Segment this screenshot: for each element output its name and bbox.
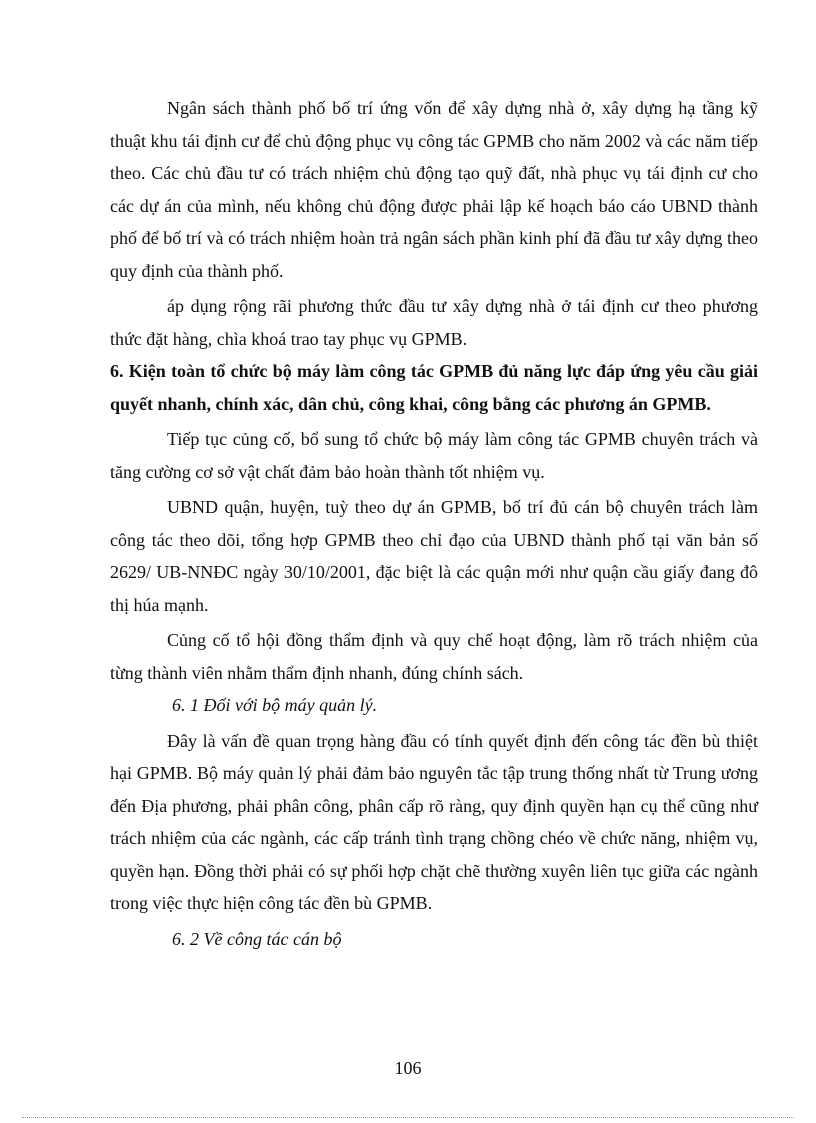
page-bottom-divider bbox=[22, 1117, 794, 1118]
paragraph-appraisal-council: Củng cố tổ hội đồng thẩm định và quy chế hoạt động, làm rõ trách nhiệm của từng thành viên nhằm thẩm định nhanh, đúng chính sách. bbox=[110, 630, 758, 683]
paragraph-district-staff: UBND quận, huyện, tuỳ theo dự án GPMB, bố trí đủ cán bộ chuyên trách làm công tác theo dõi, tổng hợp GPMB theo chỉ đạo của UBND thành phố tại văn bản số 2629/ UB-NNĐC ngày 30/10/2001, đặc biệt là các quận mới như quận cầu giấy đang đô thị húa mạnh. bbox=[110, 497, 758, 615]
subheading-6-1: 6. 1 Đối với bộ máy quản lý. bbox=[172, 695, 378, 715]
paragraph-order-method: áp dụng rộng rãi phương thức đầu tư xây dựng nhà ở tái định cư theo phương thức đặt hàng, chìa khoá trao tay phục vụ GPMB. bbox=[110, 296, 758, 349]
paragraph-budget: Ngân sách thành phố bố trí ứng vốn để xây dựng nhà ở, xây dựng hạ tầng kỹ thuật khu tái định cư để chủ động phục vụ công tác GPMB cho năm 2002 và các năm tiếp theo. Các chủ đầu tư có trách nhiệm chủ động tạo quỹ đất, nhà phục vụ tái định cư cho các dự án của mình, nếu không chủ động được phải lập kế hoạch báo cáo UBND thành phố để bố trí và có trách nhiệm hoàn trả ngân sách phần kinh phí đã đầu tư xây dựng theo quy định của thành phố. bbox=[110, 98, 758, 281]
page-number: 106 bbox=[394, 1058, 422, 1078]
paragraph-management: Đây là vấn đề quan trọng hàng đầu có tính quyết định đến công tác đền bù thiệt hại GPMB. Bộ máy quản lý phải đảm bảo nguyên tắc tập trung thống nhất từ Trung ương đến Địa phương, phải phân công, phân cấp rõ ràng, quy định quyền hạn cụ thể cũng như trách nhiệm của các ngành, các cấp tránh tình trạng chồng chéo về chức năng, nhiệm vụ, quyền hạn. Đồng thời phải có sự phối hợp chặt chẽ thường xuyên liên tục giữa các ngành trong việc thực hiện công tác đền bù GPMB. bbox=[110, 730, 758, 913]
page-body bbox=[110, 92, 758, 955]
paragraph-consolidate: Tiếp tục củng cố, bổ sung tổ chức bộ máy làm công tác GPMB chuyên trách và tăng cường cơ sở vật chất đảm bảo hoàn thành tốt nhiệm vụ. bbox=[110, 429, 758, 482]
subheading-6-2: 6. 2 Về công tác cán bộ bbox=[172, 928, 342, 949]
section-heading-6: 6. Kiện toàn tổ chức bộ máy làm công tác GPMB đủ năng lực đáp ứng yêu cầu giải quyết nhanh, chính xác, dân chủ, công khai, công bằng các phương án GPMB. bbox=[110, 361, 758, 414]
